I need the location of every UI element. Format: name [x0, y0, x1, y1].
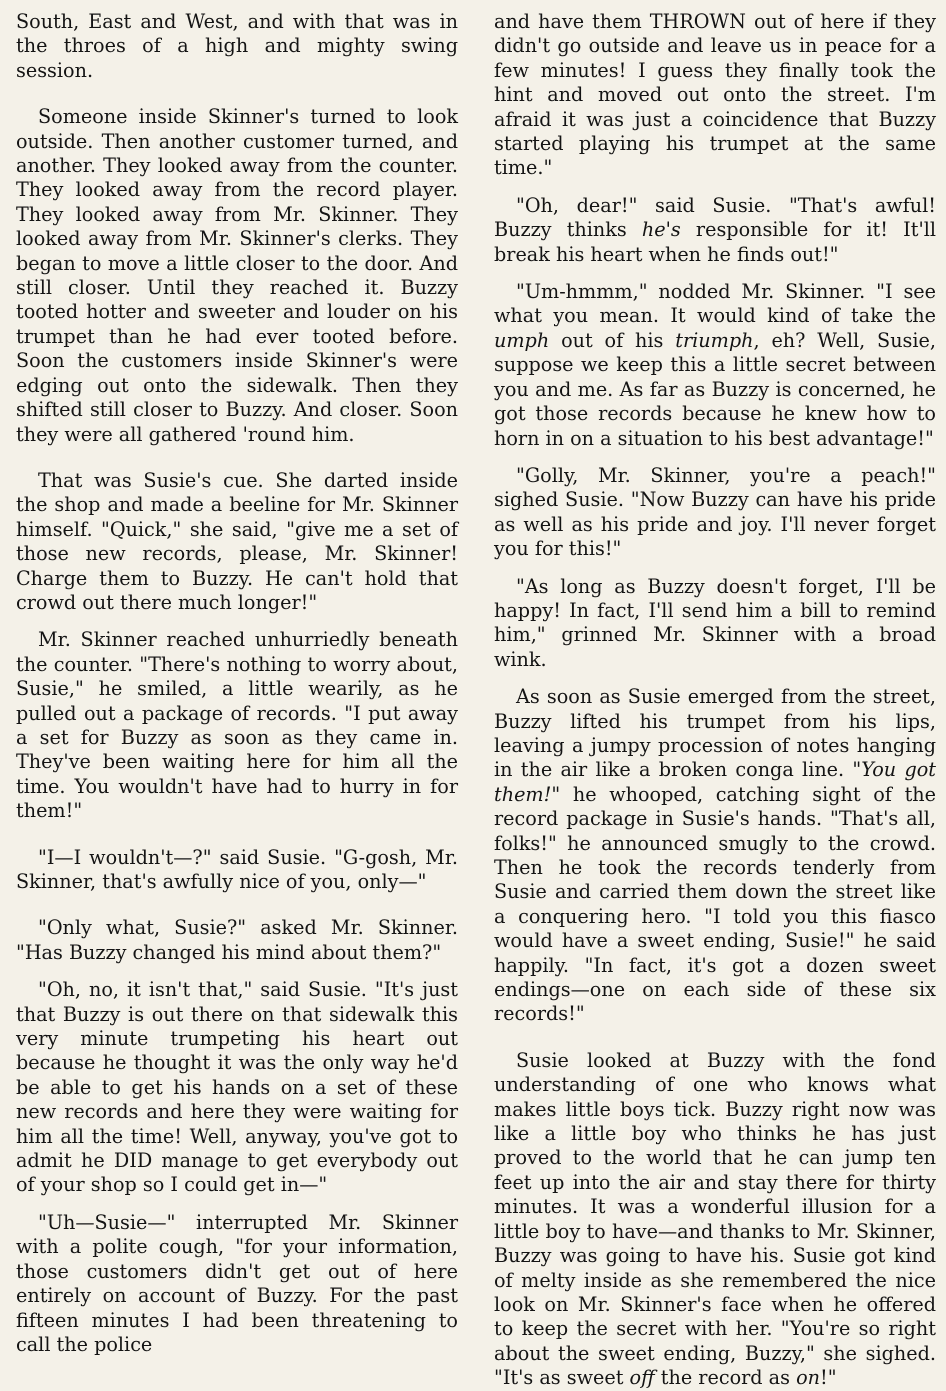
paragraph: "Oh, no, it isn't that," said Susie. "It's just that Buzzy is out there on that sidewalk this very minute trumpeting his heart out because he thought it was the only way he'd be able to get his hands on a set of these new records and here they were waiting for him all the time! Well, anyway, you've got to admit he DID manage to get everybody out of your shop so I could get in—" — [16, 978, 458, 1197]
paragraph: That was Susie's cue. She darted inside the shop and made a beeline for Mr. Skinner himself. "Quick," she said, "give me a set of those new records, please, Mr. Skinner! Charge them to Buzzy. He can't hold that crowd out there much longer!" — [16, 468, 458, 614]
paragraph: "Uh—Susie—" interrupted Mr. Skinner with a polite cough, "for your information, those customers didn't get out of here entirely on account of Buzzy. For the past fifteen minutes I had been threatening to call the police — [16, 1210, 458, 1356]
text-run: , eh? Well, Susie, suppose we keep this a little secret between you and me. As far as Buzzy is concerned, he got those records because he knew how to horn in on a situation to his best advantage!" — [494, 328, 936, 450]
paragraph — [494, 1049, 936, 1391]
paragraph: "Golly, Mr. Skinner, you're a peach!" sighed Susie. "Now Buzzy can have his pride as well as his pride and joy. I'll never forget you for this!" — [494, 463, 936, 561]
text-run: " he whooped, catching sight of the record package in Susie's hands. "That's all, folks!" he announced smugly to the crowd. Then he took the records tenderly from Susie and carried them down the street like a conquering hero. "I told you this fiasco would have a sweet ending, Susie!" he said happily. "In fact, it's got a dozen sweet endings—one on each side of these six records!" — [494, 782, 936, 1026]
paragraph: "I—I wouldn't—?" said Susie. "G-gosh, Mr. Skinner, that's awfully nice of you, only—" — [16, 845, 458, 893]
paragraph: "Only what, Susie?" asked Mr. Skinner. "Has Buzzy changed his mind about them?" — [16, 916, 458, 964]
left-column — [16, 10, 458, 1356]
emphasis: triumph — [675, 328, 754, 352]
text-run: out of his — [549, 328, 676, 352]
emphasis: off — [629, 1366, 655, 1390]
text-run: the record as — [654, 1366, 797, 1390]
paragraph: Someone inside Skinner's turned to look outside. Then another customer turned, and another. They looked away from the counter. They looked away from the record player. They looked away from Mr. Skinner. They looked away from Mr. Skinner's clerks. They began to move a little closer to the door. And still closer. Until they reached it. Buzzy tooted hotter and sweeter and louder on his trumpet than he had ever tooted before. Soon the customers inside Skinner's were edging out onto the sidewalk. Then they shifted still closer to Buzzy. And closer. Soon they were all gathered 'round him. — [16, 105, 458, 446]
paragraph — [494, 280, 936, 451]
paragraph — [494, 685, 936, 1027]
emphasis: on — [796, 1366, 820, 1390]
text-run: responsible for it! It'll break his heart when he finds out!" — [494, 218, 936, 266]
text-run: !" — [819, 1366, 837, 1390]
emphasis: umph — [494, 328, 550, 352]
right-column — [494, 10, 936, 1390]
paragraph — [494, 194, 936, 267]
paragraph: South, East and West, and with that was in the throes of a high and mighty swing session. — [16, 10, 458, 82]
text-run: "Oh, dear!" said Susie. "That's awful! Buzzy thinks — [494, 193, 936, 242]
text-run: Susie looked at Buzzy with the fond understanding of one who knows what makes little boys tick. Buzzy right now was like a little boy who thinks he has just proved to the world that he can jump ten feet up into the air and stay there for thirty minutes. It was a wonderful illusion for a little boy to have—and thanks to Mr. Skinner, Buzzy was going to have his. Susie got kind of melty inside as she remembered the nice look on Mr. Skinner's face when he offered to keep the secret with her. "You're so right about the sweet ending, Buzzy," she sighed. "It's as sweet — [494, 1048, 936, 1390]
text-run: As soon as Susie emerged from the street, Buzzy lifted his trumpet from his lips, leaving a jumpy procession of notes hanging in the air like a broken conga line. " — [494, 685, 936, 782]
paragraph: and have them THROWN out of here if they didn't go outside and leave us in peace for a few minutes! I guess they finally took the hint and moved out onto the street. I'm afraid it was just a coincidence that Buzzy started playing his trumpet at the same time." — [494, 10, 936, 180]
text-run: "Um-hmmm," nodded Mr. Skinner. "I see what you mean. It would kind of take the — [494, 280, 936, 328]
emphasis: he's — [641, 218, 681, 242]
paragraph: "As long as Buzzy doesn't forget, I'll be happy! In fact, I'll send him a bill to remind him," grinned Mr. Skinner with a broad wink. — [494, 574, 936, 671]
emphasis: You got them! — [494, 758, 936, 806]
paragraph: Mr. Skinner reached unhurriedly beneath the counter. "There's nothing to worry about, Susie," he smiled, a little wearily, as he pulled out a package of records. "I put away a set for Buzzy as soon as they came in. They've been waiting here for him all the time. You wouldn't have had to hurry in for them!" — [16, 628, 458, 823]
